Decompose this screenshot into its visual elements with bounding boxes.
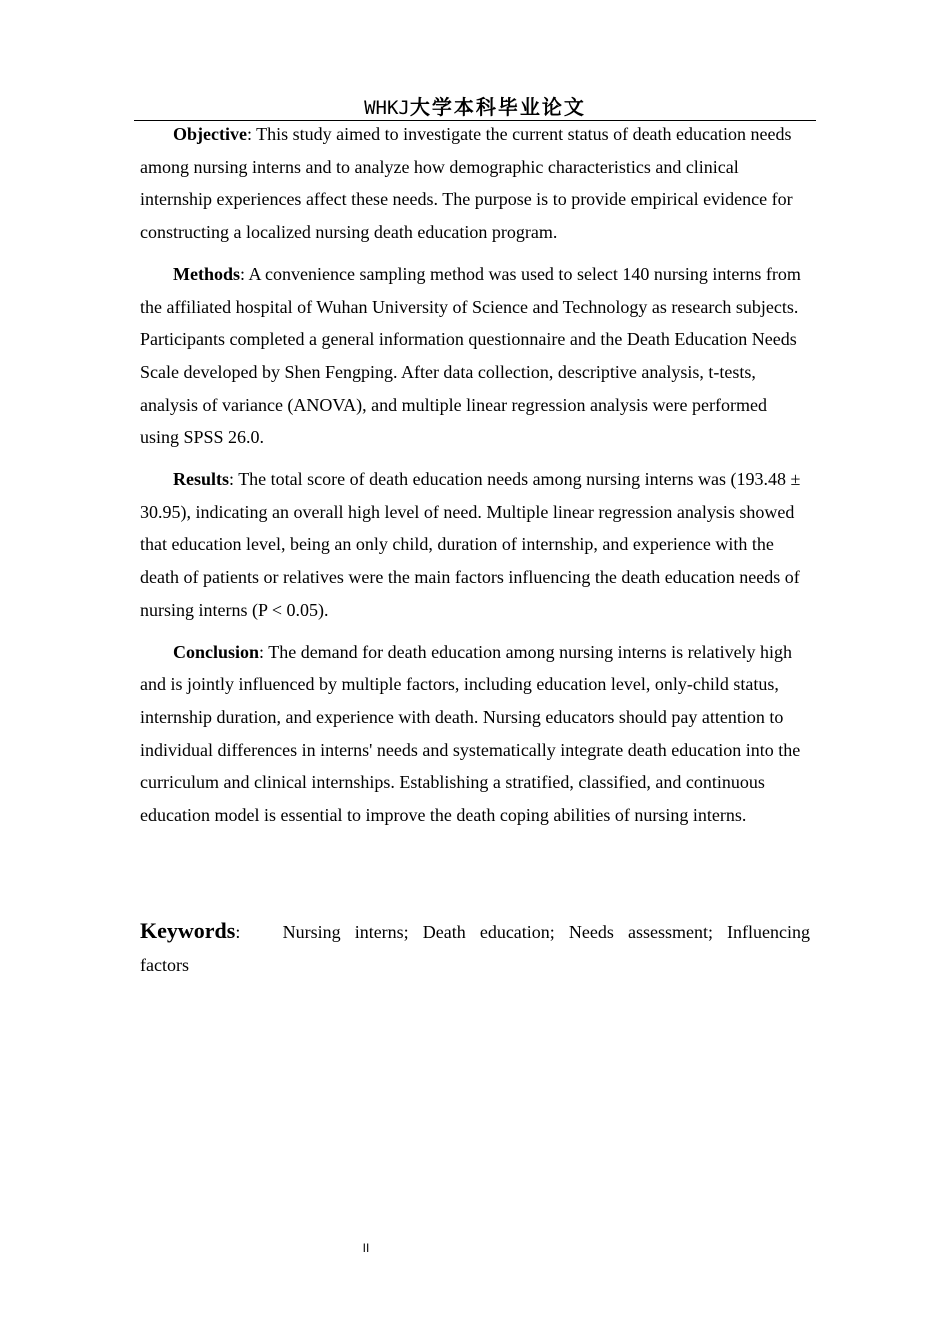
page-header	[134, 94, 816, 121]
keywords-separator: :	[235, 922, 241, 942]
methods-paragraph	[140, 258, 810, 454]
page-number: II	[362, 1241, 370, 1255]
keywords-section	[140, 914, 810, 982]
conclusion-text: : The demand for death education among nursing interns is relatively high and is jointly influenced by multiple factors, including education level, only-child status, internship duration, and experience with death. Nursing educators should pay attention to individual differences in interns' needs and systematically integrate death education into the curriculum and clinical internships. Establishing a stratified, classified, and continuous education model is essential to improve the death coping abilities of nursing interns.	[140, 641, 801, 826]
results-paragraph	[140, 463, 810, 627]
abstract-body	[140, 118, 810, 841]
conclusion-label: Conclusion	[173, 641, 260, 662]
results-label: Results	[173, 469, 230, 490]
objective-label: Objective	[173, 124, 247, 144]
methods-text: : A convenience sampling method was used to select 140 nursing interns from the affiliated hospital of Wuhan University of Science and Technology as research subjects. Participants completed a general information questionnaire and the Death Education Needs Scale developed by Shen Fengping. After data collection, descriptive analysis, t-tests, analysis of variance (ANOVA), and multiple linear regression analysis were performed using SPSS 26.0.	[140, 263, 801, 448]
objective-text: : This study aimed to investigate the current status of death education needs among nursing interns and to analyze how demographic characteristics and clinical internship experiences affect these needs. The purpose is to provide empirical evidence for constructing a localized nursing death education program.	[140, 124, 793, 243]
objective-paragraph	[140, 118, 810, 249]
methods-label: Methods	[173, 263, 240, 284]
header-title: 大学本科毕业论文	[409, 95, 586, 119]
keywords-label: Keywords	[140, 918, 236, 943]
results-text: : The total score of death education needs among nursing interns was (193.48 ± 30.95), indicating an overall high level of need. Multiple linear regression analysis showed that education level, being an only child, duration of internship, and experience with the death of patients or relatives were the main factors influencing the death education needs of nursing interns (P < 0.05).	[140, 469, 801, 620]
keywords-text: Nursing interns; Death education; Needs assessment; Influencing factors	[140, 922, 811, 975]
header-university-code: WHKJ	[364, 97, 410, 119]
conclusion-paragraph	[140, 636, 810, 832]
